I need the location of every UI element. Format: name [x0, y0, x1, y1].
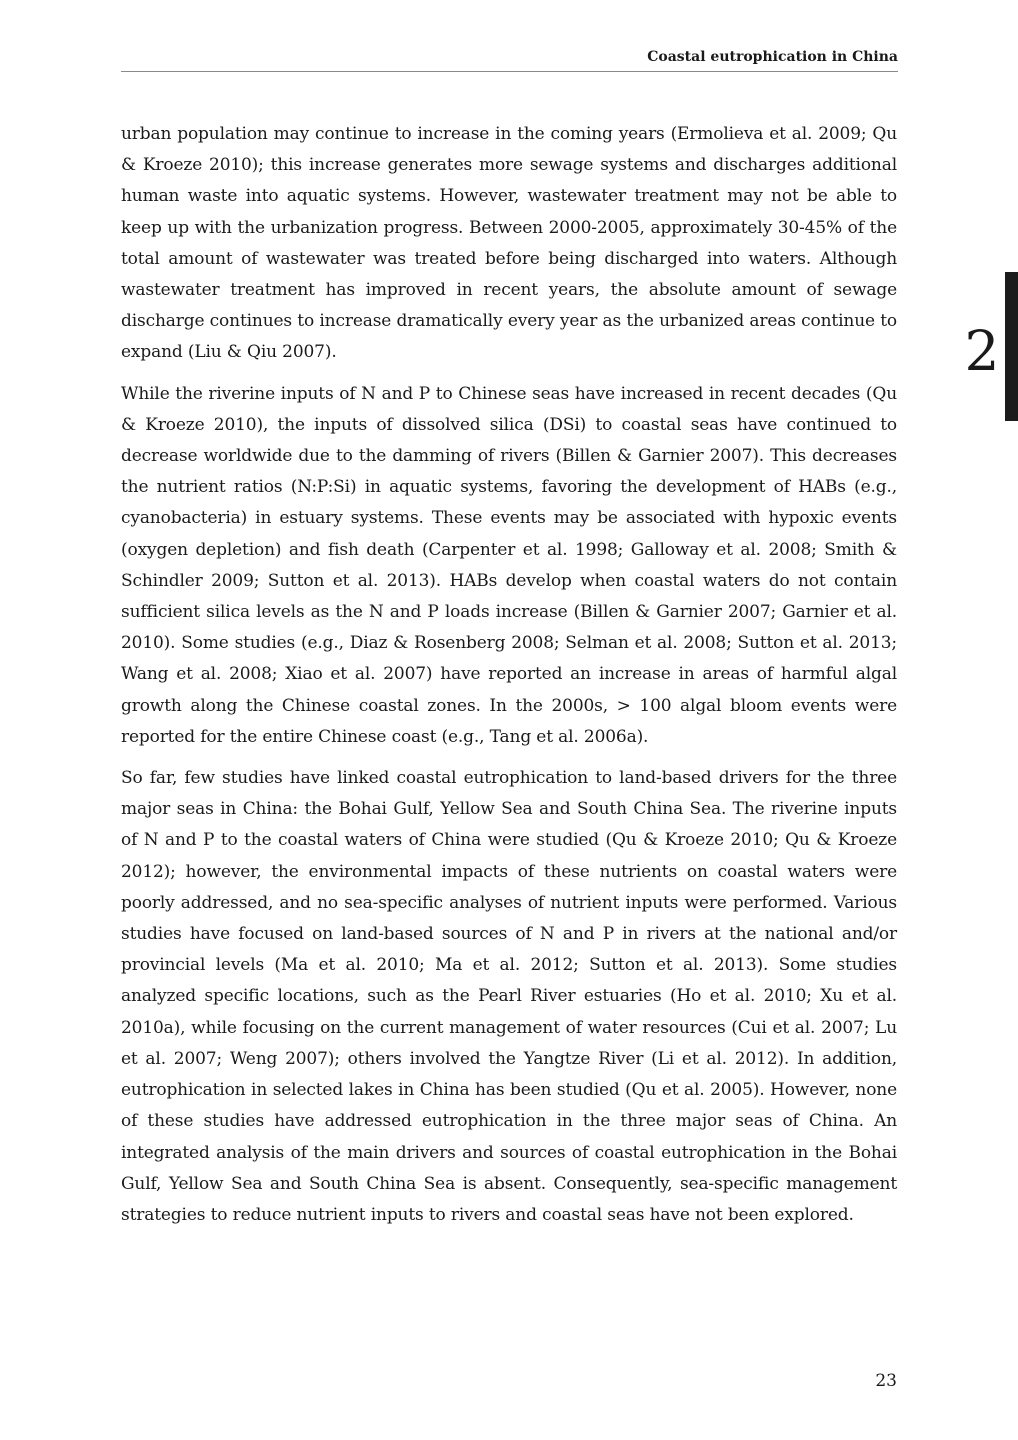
- body-text: [121, 119, 897, 1241]
- paragraph-few-studies: So far, few studies have linked coastal eutrophication to land-based drivers for the three major seas in China: the Bohai Gulf, Yellow Sea and South China Sea. The riverine inputs of N and P to the coastal waters of China were studied (Qu & Kroeze 2010; Qu & Kroeze 2012); however, the environmental impacts of these nutrients on coastal waters were poorly addressed, and no sea-specific analyses of nutrient inputs were performed. Various studies have focused on land-based sources of N and P in rivers at the national and/or provincial levels (Ma et al. 2010; Ma et al. 2012; Sutton et al. 2013). Some studies analyzed specific locations, such as the Pearl River estuaries (Ho et al. 2010; Xu et al. 2010a), while focusing on the current management of water resources (Cui et al. 2007; Lu et al. 2007; Weng 2007); others involved the Yangtze River (Li et al. 2012). In addition, eutrophication in selected lakes in China has been studied (Qu et al. 2005). However, none of these studies have addressed eutrophication in the three major seas of China. An integrated analysis of the main drivers and sources of coastal eutrophication in the Bohai Gulf, Yellow Sea and South China Sea is absent. Consequently, sea-specific management strategies to reduce nutrient inputs to rivers and coastal seas have not been explored.: [121, 768, 897, 1225]
- paragraph-riverine-inputs: While the riverine inputs of N and P to Chinese seas have increased in recent decades (Qu & Kroeze 2010), the inputs of dissolved silica (DSi) to coastal seas have continued to decrease worldwide due to the damming of rivers (Billen & Garnier 2007). This decreases the nutrient ratios (N:P:Si) in aquatic systems, favoring the development of HABs (e.g., cyanobacteria) in estuary systems. These events may be associated with hypoxic events (oxygen depletion) and fish death (Carpenter et al. 1998; Galloway et al. 2008; Smith & Schindler 2009; Sutton et al. 2013). HABs develop when coastal waters do not contain sufficient silica levels as the N and P loads increase (Billen & Garnier 2007; Garnier et al. 2010). Some studies (e.g., Diaz & Rosenberg 2008; Selman et al. 2008; Sutton et al. 2013; Wang et al. 2008; Xiao et al. 2007) have reported an increase in areas of harmful algal growth along the Chinese coastal zones. In the 2000s, > 100 algal bloom events were reported for the entire Chinese coast (e.g., Tang et al. 2006a).: [121, 383, 897, 747]
- paragraph-urban-population: urban population may continue to increase in the coming years (Ermolieva et al. 2009; Qu & Kroeze 2010); this increase generates more sewage systems and discharges additional human waste into aquatic systems. However, wastewater treatment may not be able to keep up with the urbanization progress. Between 2000-2005, approximately 30-45% of the total amount of wastewater was treated before being discharged into waters. Although wastewater treatment has improved in recent years, the absolute amount of sewage discharge continues to increase dramatically every year as the urbanized areas continue to expand (Liu & Qiu 2007).: [121, 124, 897, 363]
- chapter-number: 2: [964, 319, 1000, 383]
- running-head-title: Coastal eutrophication in China: [647, 49, 898, 65]
- page-number: 23: [875, 1371, 897, 1391]
- chapter-tab-marker: [1005, 272, 1018, 421]
- running-head: [121, 47, 898, 72]
